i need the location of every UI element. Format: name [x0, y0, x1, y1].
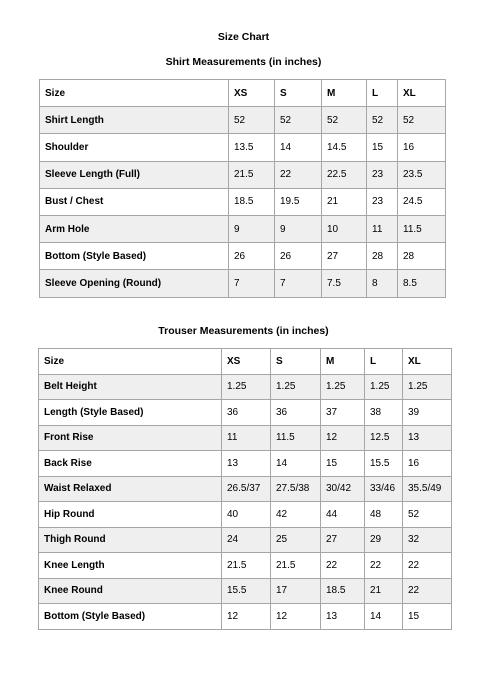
table-cell: 23: [367, 188, 398, 215]
table-cell: 21: [365, 578, 403, 604]
table-cell: 52: [229, 107, 275, 134]
table-cell: 13.5: [229, 134, 275, 161]
table-cell: 22: [275, 161, 322, 188]
table-cell: 22: [403, 578, 452, 604]
table-row: [40, 134, 446, 161]
column-header: M: [322, 80, 367, 107]
table-cell: 15: [367, 134, 398, 161]
table-cell: 12.5: [365, 425, 403, 451]
table-cell: 33/46: [365, 476, 403, 502]
column-header: S: [271, 349, 321, 375]
table-cell: 24: [222, 527, 271, 553]
column-header: XS: [222, 349, 271, 375]
table-cell: 18.5: [229, 188, 275, 215]
table-cell: 11: [367, 215, 398, 242]
table-cell: 11: [222, 425, 271, 451]
shirt-measurements-table: [39, 79, 446, 298]
table-row: [39, 425, 452, 451]
table-cell: 11.5: [271, 425, 321, 451]
column-header: Size: [40, 80, 229, 107]
table-cell: 26: [275, 243, 322, 270]
table-cell: 28: [398, 243, 446, 270]
table-row: [40, 107, 446, 134]
table-cell: 7: [229, 270, 275, 297]
table-cell: 12: [222, 604, 271, 630]
table-cell: 13: [222, 451, 271, 477]
row-label: Waist Relaxed: [39, 476, 222, 502]
table-cell: 15.5: [222, 578, 271, 604]
table-cell: 22: [365, 553, 403, 579]
row-label: Bottom (Style Based): [40, 243, 229, 270]
table-cell: 22: [321, 553, 365, 579]
table-cell: 32: [403, 527, 452, 553]
table-cell: 1.25: [321, 374, 365, 400]
table-cell: 26: [229, 243, 275, 270]
table-cell: 39: [403, 400, 452, 426]
table-row: [39, 527, 452, 553]
row-label: Shirt Length: [40, 107, 229, 134]
table-cell: 8: [367, 270, 398, 297]
table-cell: 28: [367, 243, 398, 270]
table-cell: 30/42: [321, 476, 365, 502]
table-row: [39, 451, 452, 477]
table-cell: 1.25: [222, 374, 271, 400]
table-cell: 21.5: [229, 161, 275, 188]
table-row: [39, 604, 452, 630]
table-row: [39, 400, 452, 426]
table-row: [39, 374, 452, 400]
table-header-row: [40, 80, 446, 107]
column-header: M: [321, 349, 365, 375]
table-cell: 40: [222, 502, 271, 528]
trouser-table-heading: Trouser Measurements (in inches): [158, 325, 329, 337]
table-row: [40, 161, 446, 188]
table-cell: 14: [275, 134, 322, 161]
column-header: XL: [403, 349, 452, 375]
table-cell: 15.5: [365, 451, 403, 477]
table-cell: 16: [403, 451, 452, 477]
table-cell: 29: [365, 527, 403, 553]
column-header: Size: [39, 349, 222, 375]
table-row: [40, 188, 446, 215]
row-label: Belt Height: [39, 374, 222, 400]
table-cell: 1.25: [365, 374, 403, 400]
table-cell: 23.5: [398, 161, 446, 188]
table-cell: 42: [271, 502, 321, 528]
table-cell: 19.5: [275, 188, 322, 215]
table-cell: 21.5: [222, 553, 271, 579]
table-cell: 38: [365, 400, 403, 426]
table-cell: 37: [321, 400, 365, 426]
table-cell: 52: [403, 502, 452, 528]
row-label: Thigh Round: [39, 527, 222, 553]
table-cell: 52: [367, 107, 398, 134]
table-cell: 7.5: [322, 270, 367, 297]
row-label: Sleeve Opening (Round): [40, 270, 229, 297]
table-cell: 24.5: [398, 188, 446, 215]
table-cell: 7: [275, 270, 322, 297]
table-row: [39, 502, 452, 528]
shirt-table-heading: Shirt Measurements (in inches): [165, 56, 322, 68]
table-cell: 48: [365, 502, 403, 528]
table-header-row: [39, 349, 452, 375]
table-cell: 9: [229, 215, 275, 242]
table-cell: 36: [222, 400, 271, 426]
table-cell: 27: [322, 243, 367, 270]
row-label: Bust / Chest: [40, 188, 229, 215]
table-cell: 14.5: [322, 134, 367, 161]
table-row: [40, 215, 446, 242]
table-row: [39, 553, 452, 579]
row-label: Length (Style Based): [39, 400, 222, 426]
table-cell: 27: [321, 527, 365, 553]
table-cell: 12: [271, 604, 321, 630]
page-title: Size Chart: [217, 31, 270, 43]
table-cell: 22: [403, 553, 452, 579]
table-row: [40, 270, 446, 297]
table-cell: 13: [403, 425, 452, 451]
table-cell: 15: [403, 604, 452, 630]
table-cell: 15: [321, 451, 365, 477]
column-header: L: [365, 349, 403, 375]
table-cell: 21: [322, 188, 367, 215]
row-label: Back Rise: [39, 451, 222, 477]
table-cell: 17: [271, 578, 321, 604]
table-cell: 14: [271, 451, 321, 477]
table-cell: 44: [321, 502, 365, 528]
table-cell: 14: [365, 604, 403, 630]
table-cell: 52: [398, 107, 446, 134]
column-header: XS: [229, 80, 275, 107]
row-label: Front Rise: [39, 425, 222, 451]
table-cell: 27.5/38: [271, 476, 321, 502]
table-row: [39, 578, 452, 604]
table-cell: 8.5: [398, 270, 446, 297]
table-cell: 26.5/37: [222, 476, 271, 502]
row-label: Bottom (Style Based): [39, 604, 222, 630]
table-cell: 1.25: [271, 374, 321, 400]
table-cell: 25: [271, 527, 321, 553]
table-cell: 10: [322, 215, 367, 242]
row-label: Knee Length: [39, 553, 222, 579]
table-cell: 13: [321, 604, 365, 630]
table-cell: 11.5: [398, 215, 446, 242]
table-cell: 18.5: [321, 578, 365, 604]
row-label: Hip Round: [39, 502, 222, 528]
table-cell: 36: [271, 400, 321, 426]
table-cell: 23: [367, 161, 398, 188]
column-header: XL: [398, 80, 446, 107]
table-cell: 52: [322, 107, 367, 134]
column-header: L: [367, 80, 398, 107]
table-row: [39, 476, 452, 502]
column-header: S: [275, 80, 322, 107]
table-cell: 22.5: [322, 161, 367, 188]
row-label: Knee Round: [39, 578, 222, 604]
table-row: [40, 243, 446, 270]
table-cell: 9: [275, 215, 322, 242]
table-cell: 12: [321, 425, 365, 451]
table-cell: 35.5/49: [403, 476, 452, 502]
row-label: Sleeve Length (Full): [40, 161, 229, 188]
table-cell: 1.25: [403, 374, 452, 400]
trouser-measurements-table: [38, 348, 452, 630]
table-cell: 21.5: [271, 553, 321, 579]
row-label: Shoulder: [40, 134, 229, 161]
table-cell: 16: [398, 134, 446, 161]
table-cell: 52: [275, 107, 322, 134]
row-label: Arm Hole: [40, 215, 229, 242]
